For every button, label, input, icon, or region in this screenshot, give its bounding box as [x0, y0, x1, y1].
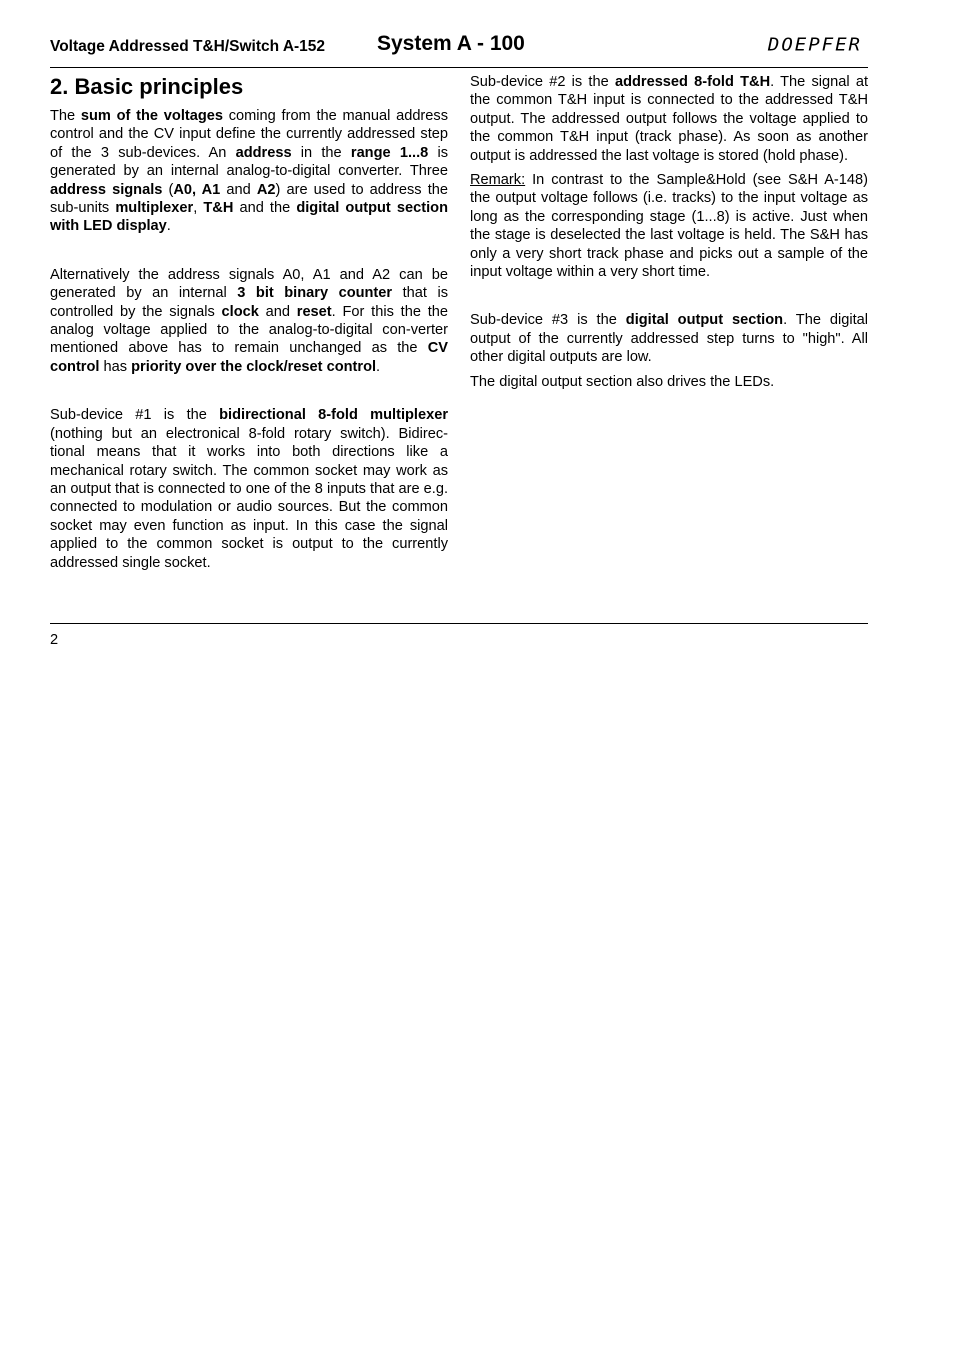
footer-rule — [50, 623, 868, 624]
text-run: addressed 8-fold T&H — [614, 74, 771, 90]
text-run: has — [99, 358, 132, 375]
text-run: Alternatively the address signals A0, A1 and A2 can be generated by an internal — [50, 266, 448, 302]
text-run: and — [258, 303, 297, 320]
text-run: . The signal at the common T&H input is connected to the addressed T&H output. The addressed output follows the voltage applied to the common T&H input (track phase). As soon as another output is addressed the last voltage is stored (hold phase). — [470, 74, 869, 164]
text-run: clock — [221, 303, 259, 320]
text-run: A2 — [256, 181, 276, 198]
text-run: and — [220, 181, 257, 198]
right-column — [470, 73, 868, 391]
text-run: bidirectional 8-fold multiplexer — [219, 407, 448, 424]
text-run: Sub-device #2 is the — [470, 74, 615, 90]
header-rule — [50, 67, 868, 68]
paragraph-digital-output — [470, 311, 868, 366]
text-run: in the — [291, 144, 351, 161]
text-run: address — [235, 144, 292, 161]
paragraph-multiplexer — [50, 406, 448, 572]
page-header — [50, 30, 868, 66]
paragraph-address-principle — [50, 107, 448, 236]
text-run: digital output section — [625, 312, 784, 329]
paragraph-led-note — [470, 373, 868, 391]
text-run: , — [193, 200, 204, 217]
text-run: . — [166, 218, 171, 235]
text-run: reset — [296, 303, 332, 320]
text-run: priority over the clock/reset control — [131, 358, 377, 375]
text-run: coming from the manual address control and the CV input define the currently addressed step of the 3 sub-devices. An — [50, 108, 449, 161]
text-run: T&H — [203, 200, 234, 217]
text-run: ) are used to address the sub-units — [50, 181, 448, 217]
text-run: (nothing but an electronical 8-fold rotary switch). Bidirec-tional means that it works into both directions like a mechanical rotary switch. The common socket may work as an output that is connected to one of the 8 inputs that are e.g. connected to modulation or audio sources. But the common socket may even function as input. In this case the signal applied to the common socket is output to the currently addressed single socket. — [50, 425, 448, 571]
text-run: that is controlled by the signals — [50, 285, 448, 320]
page-number: 2 — [50, 632, 59, 648]
text-run: A0, A1 — [173, 181, 221, 198]
text-run: Sub-device #1 is the — [50, 407, 220, 424]
text-run: range 1...8 — [350, 144, 429, 161]
section-heading: 2. Basic principles — [50, 74, 244, 99]
text-run: Sub-device #3 is the — [470, 312, 626, 329]
paragraph-track-hold — [470, 73, 868, 165]
text-run: . — [376, 358, 381, 375]
doepfer-logo: DOEPFER — [767, 34, 862, 56]
text-run: is generated by an internal analog-to-digital converter. Three — [50, 144, 449, 180]
text-run: 3 bit binary counter — [237, 285, 393, 302]
text-run: Remark: — [470, 172, 526, 189]
text-run: ( — [162, 181, 174, 198]
paragraph-remark — [470, 171, 868, 281]
text-run: CV control — [50, 340, 448, 375]
system-label: System A - 100 — [377, 32, 525, 55]
text-run: The — [50, 108, 81, 124]
text-run: and the — [233, 200, 297, 217]
document-title: Voltage Addressed T&H/Switch A-152 — [50, 38, 326, 55]
left-column — [50, 73, 448, 572]
text-run: digital output section with LED display — [50, 200, 448, 235]
text-run: The digital output section also drives the LEDs. — [470, 373, 775, 390]
text-run: address signals — [50, 181, 163, 198]
text-run: . The digital output of the currently addressed step turns to "high". All other digital outputs are low. — [470, 312, 868, 366]
text-run: . For this the the analog voltage applied to the analog-to-digital con-verter mentioned above has to remain unchanged as the — [50, 303, 448, 357]
text-run: sum of the voltages — [80, 108, 223, 124]
paragraph-binary-counter — [50, 266, 448, 376]
text-run: In contrast to the Sample&Hold (see S&H A-148) the output voltage follows (i.e. tracks) to the input voltage as long as the corresponding stage (1...8) is active. Just when the stage is deselected the last voltage is held. The S&H has only a very short track phase and picks out a sample of the input voltage within a very short time. — [470, 172, 868, 281]
text-run: multiplexer — [115, 200, 194, 217]
